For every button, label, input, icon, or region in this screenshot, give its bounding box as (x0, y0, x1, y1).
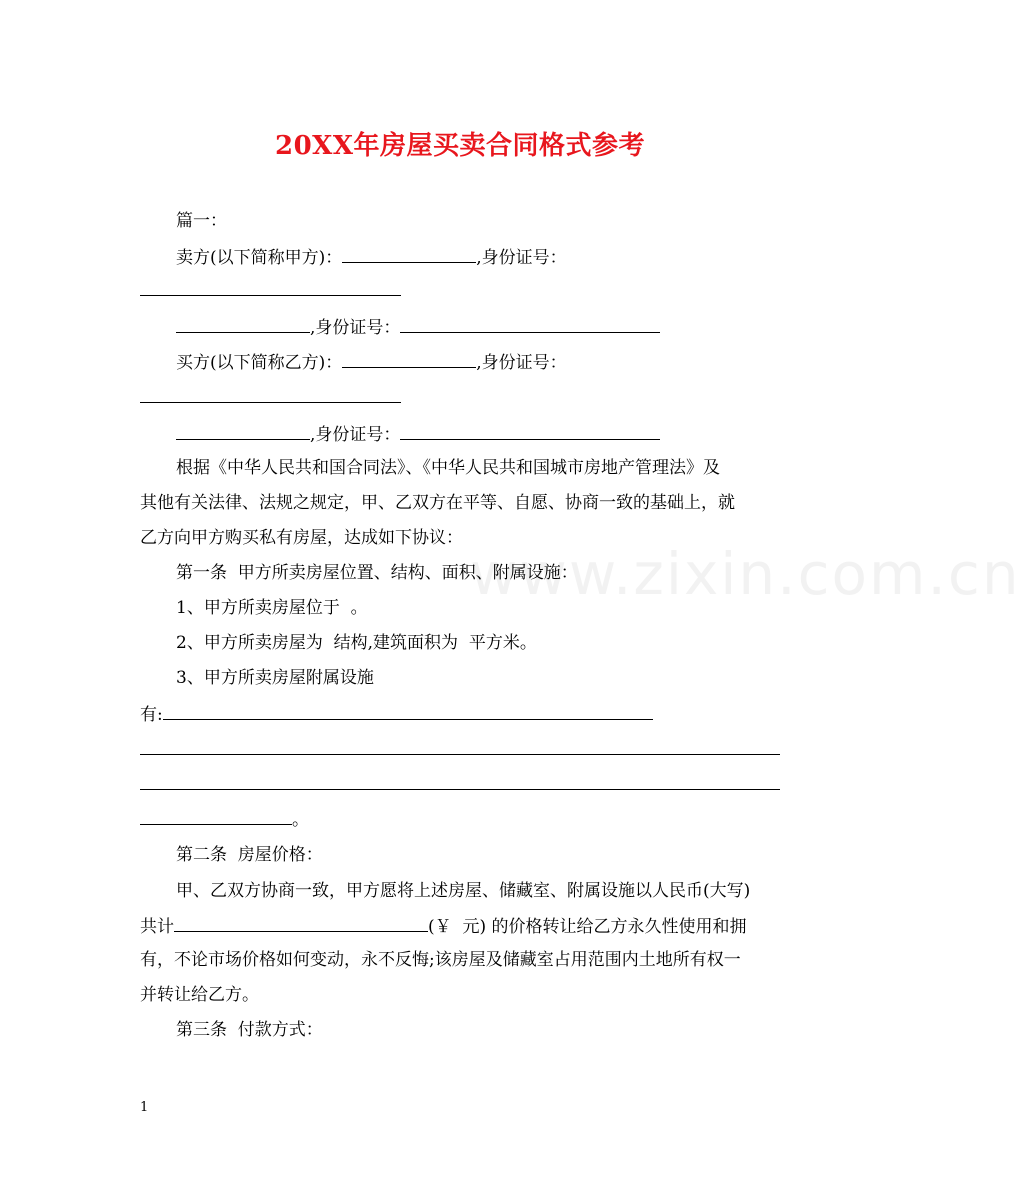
watermark: www.zixin.com.cn (470, 540, 1021, 608)
period: 。 (292, 810, 309, 830)
blank-field (400, 421, 660, 440)
id-label: ,身份证号： (476, 353, 567, 373)
blank-field (140, 806, 292, 825)
article-1-item-3: 3、甲方所卖房屋附属设施 (176, 668, 374, 688)
facilities-end-line (140, 806, 309, 832)
blank-line (140, 402, 401, 403)
paragraph-line: 根据《中华人民共和国合同法》、《中华人民共和国城市房地产管理法》及 (176, 458, 720, 478)
blank-line (140, 295, 401, 296)
paragraph-line: 甲、乙双方协商一致，甲方愿将上述房屋、储藏室、附属设施以人民币(大写) (176, 881, 751, 901)
article-2-heading: 第二条 房屋价格： (176, 845, 323, 865)
price-suffix: (￥ 元) 的价格转让给乙方永久性使用和拥 (428, 917, 747, 937)
blank-line (140, 789, 780, 790)
paragraph-line: 有，不论市场价格如何变动，永不反悔;该房屋及储藏室占用范围内土地所有权一 (140, 950, 741, 970)
blank-field (176, 314, 310, 333)
article-3-heading: 第三条 付款方式： (176, 1020, 323, 1040)
price-line (140, 913, 746, 939)
paragraph-line: 并转让给乙方。 (140, 985, 259, 1005)
price-prefix: 共计 (140, 917, 174, 937)
buyer-line (176, 349, 567, 375)
seller-line (176, 244, 567, 270)
facilities-line (140, 701, 653, 727)
blank-line (140, 754, 780, 755)
buyer-label: 买方(以下简称乙方)： (176, 353, 343, 373)
blank-field (174, 913, 428, 932)
seller-line-2 (176, 314, 660, 340)
blank-field (163, 701, 653, 720)
article-1-item-1: 1、甲方所卖房屋位于 。 (176, 598, 368, 618)
article-1-heading: 第一条 甲方所卖房屋位置、结构、面积、附属设施： (176, 563, 578, 583)
paragraph-line: 其他有关法律、法规之规定，甲、乙双方在平等、自愿、协商一致的基础上，就 (140, 493, 735, 513)
document-title: 20XX年房屋买卖合同格式参考 (274, 131, 646, 161)
seller-label: 卖方(以下简称甲方)： (176, 248, 343, 268)
blank-field (176, 421, 310, 440)
blank-field (400, 314, 660, 333)
article-1-item-2: 2、甲方所卖房屋为 结构,建筑面积为 平方米。 (176, 633, 537, 653)
buyer-line-2 (176, 421, 660, 447)
blank-field (342, 349, 476, 368)
facilities-label: 有: (140, 705, 163, 725)
page-number: 1 (140, 1100, 149, 1115)
id-label: ,身份证号： (310, 318, 401, 338)
section-label: 篇一： (176, 211, 227, 231)
paragraph-line: 乙方向甲方购买私有房屋，达成如下协议： (140, 528, 463, 548)
id-label: ,身份证号： (310, 425, 401, 445)
blank-field (342, 244, 476, 263)
id-label: ,身份证号： (476, 248, 567, 268)
